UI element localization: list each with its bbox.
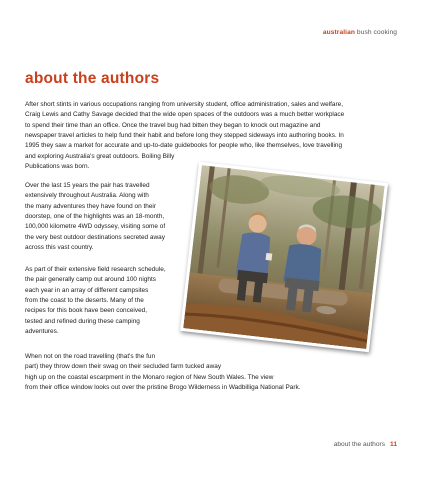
running-header-rest: bush cooking xyxy=(355,29,397,36)
text-line: 100,000 kilometre 4WD odyssey, visiting some of xyxy=(25,223,166,231)
text-line: the very best outdoor destinations secreted away xyxy=(25,233,165,241)
paragraph-farm xyxy=(25,352,301,393)
text-line: the pair generally camp out around 100 nights xyxy=(25,276,156,284)
text-line: part) they throw down their swag on their secluded farm tucked away xyxy=(25,363,222,371)
text-line: from the coast to the deserts. Many of the xyxy=(25,297,144,305)
text-line: After short stints in various occupations ranging from university student, office administration, sales and welfare, xyxy=(25,101,343,108)
text-line: newspaper travel articles to help fund their habit and before long they stepped sideways into authoring books. In xyxy=(25,132,344,140)
text-line: from their office window looks out over the pristine Brogo Wilderness in Wadbilliga National Park. xyxy=(25,384,301,392)
authors-photo xyxy=(180,162,388,352)
text-line: the many adventures they have found on their xyxy=(25,202,156,210)
text-line: high up on the coastal escarpment in the Monaro region of New South Wales. The view xyxy=(25,373,274,381)
text-line: recipes for this book have been conceived, xyxy=(25,307,148,315)
running-footer xyxy=(334,441,397,448)
paragraph-travels xyxy=(25,181,165,253)
running-header xyxy=(323,29,397,36)
text-line: doorstep, one of the highlights was an 18-month, xyxy=(25,213,165,221)
text-line: tested and refined during these camping xyxy=(25,317,140,325)
text-line: Publications was born. xyxy=(25,163,90,171)
text-line: 1995 they saw a market for accurate and up-to-date guidebooks for people who, like themselves, love travelling xyxy=(25,142,343,150)
authors-photo-image xyxy=(183,165,384,349)
text-line: to spend their time than an office. Once the travel bug had bitten they began to knock out magazine and xyxy=(25,121,321,129)
page-number: 11 xyxy=(390,441,397,448)
text-line: across this vast country. xyxy=(25,244,94,252)
running-header-accent: australian xyxy=(322,29,355,36)
text-line: extensively throughout Australia. Along with xyxy=(25,192,149,200)
paragraph-research xyxy=(25,265,166,337)
text-line: adventures. xyxy=(25,328,59,336)
page-title: about the authors xyxy=(25,70,160,87)
text-line: and exploring Australia's great outdoors. Boiling Billy xyxy=(25,152,175,160)
running-footer-label: about the authors xyxy=(333,441,386,448)
text-line: Craig Lewis and Cathy Savage decided that the wide open spaces of the outdoors was a much better workplace xyxy=(25,111,345,119)
paragraph-intro xyxy=(25,100,344,172)
text-line: When not on the road travelling (that's the fun xyxy=(25,353,156,360)
text-line: Over the last 15 years the pair has travelled xyxy=(25,182,150,189)
text-line: As part of their extensive field research schedule, xyxy=(25,266,166,273)
text-line: each year in an array of different campsites xyxy=(25,286,149,294)
